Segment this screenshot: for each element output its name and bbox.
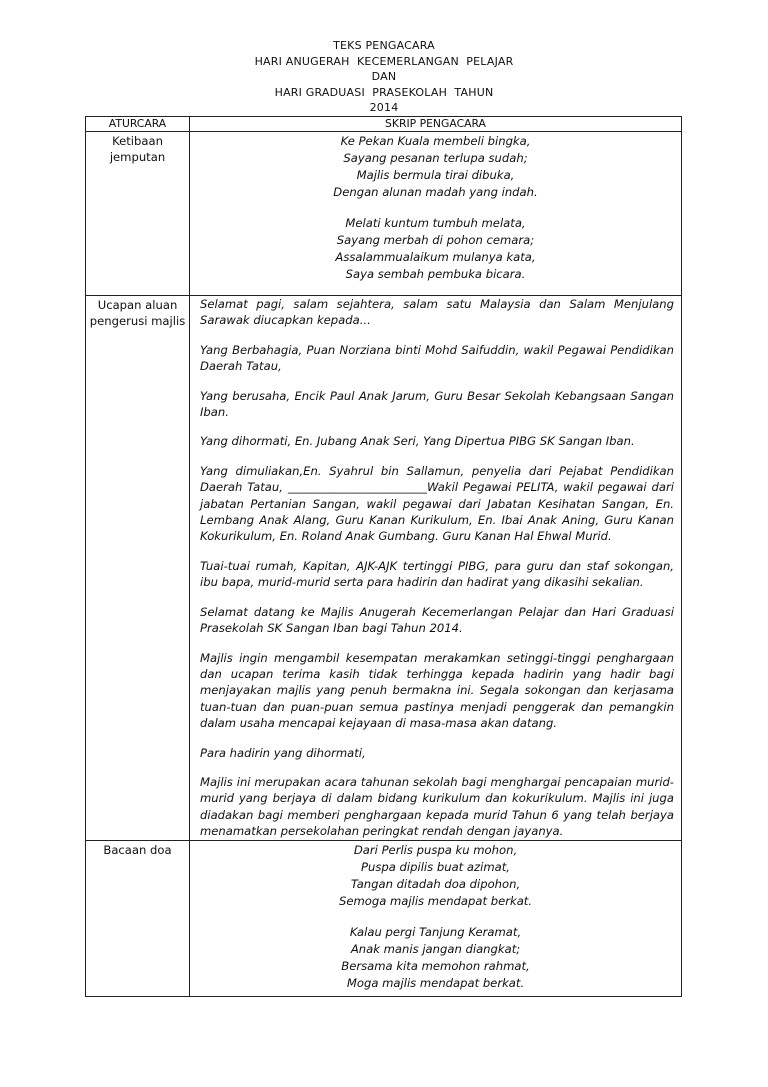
header-year: 2014 <box>369 101 399 114</box>
ucapan-aluan-text <box>190 296 682 841</box>
pantun-stanza <box>194 924 677 992</box>
column-header-aturcara: ATURCARA <box>86 117 190 132</box>
speech-paragraph: Para hadirin yang dihormati, <box>200 745 366 760</box>
column-header-skrip: SKRIP PENGACARA <box>190 117 682 132</box>
pantun-line: Melati kuntum tumbuh melata, <box>345 216 526 230</box>
pantun-line: Sayang pesanan terlupa sudah; <box>343 151 528 165</box>
speech-paragraph: Majlis ingin mengambil kesempatan merakamkan setinggi-tinggi penghargaan dan ucapan terima kasih tidak terhingga kepada hadirin yang hadir bagi menjayakan majlis yang penuh bermakna ini. Segala sokongan dan kerjasama tuan-tuan dan puan-puan semua pastinya menjadi penggerak dan pemangkin dalam usaha mencapai kejayaan di masa-masa akan datang. <box>200 650 674 731</box>
pantun-line: Anak manis jangan diangkat; <box>350 941 521 956</box>
pantun-line: Assalammualaikum mulanya kata, <box>335 250 536 264</box>
pantun-line: Sayang merbah di pohon cemara; <box>336 233 535 247</box>
speech-paragraph: Selamat datang ke Majlis Anugerah Kecemerlangan Pelajar dan Hari Graduasi Prasekolah SK Sangan Iban bagi Tahun 2014. <box>200 604 674 636</box>
pantun-pembuka <box>190 132 682 296</box>
pantun-stanza <box>194 842 677 910</box>
pantun-line: Semoga majlis mendapat berkat. <box>338 893 533 908</box>
script-table <box>85 116 682 997</box>
speech-paragraph: Majlis ini merupakan acara tahunan sekolah bagi menghargai pencapaian murid-murid yang berjaya di dalam bidang kurikulum dan kokurikulum. Majlis ini juga diadakan bagi memberi penghargaan kepada murid Tahun 6 yang telah berjaya menamatkan persekolahan peringkat rendah dengan jayanya. <box>200 774 674 839</box>
header-title: TEKS PENGACARA <box>333 39 435 52</box>
pantun-line: Bersama kita memohon rahmat, <box>341 958 530 973</box>
pantun-line: Tangan ditadah doa dipohon, <box>350 876 521 891</box>
header-event-line-1: HARI ANUGERAH KECEMERLANGAN PELAJAR <box>254 54 514 68</box>
speech-paragraph: Yang Berbahagia, Puan Norziana binti Mohd Saifuddin, wakil Pegawai Pendidikan Daerah Tatau, <box>200 342 674 374</box>
row-label-ucapan: Ucapan aluan pengerusi majlis <box>86 296 190 841</box>
speech-paragraph: Tuai-tuai rumah, Kapitan, AJK-AJK tertinggi PIBG, para guru dan staf sokongan, ibu bapa, murid-murid serta para hadirin dan hadirat yang dikasihi sekalian. <box>200 558 674 590</box>
header-conjunction: DAN <box>371 70 397 83</box>
pantun-line: Dengan alunan madah yang indah. <box>333 185 538 199</box>
document-header <box>0 38 768 116</box>
speech-paragraph: Selamat pagi, salam sejahtera, salam satu Malaysia dan Salam Menjulang Sarawak diucapkan kepada... <box>200 297 674 328</box>
table-row <box>86 840 682 996</box>
pantun-stanza <box>194 215 677 283</box>
pantun-doa <box>190 840 682 996</box>
pantun-line: Saya sembah pembuka bicara. <box>345 267 526 281</box>
pantun-line: Moga majlis mendapat berkat. <box>346 975 525 990</box>
pantun-line: Dari Perlis puspa ku mohon, <box>353 842 518 857</box>
pantun-line: Puspa dipilis buat azimat, <box>361 859 510 874</box>
table-row <box>86 132 682 296</box>
pantun-line: Majlis bermula tirai dibuka, <box>356 168 515 182</box>
pantun-line: Ke Pekan Kuala membeli bingka, <box>340 134 531 148</box>
speech-paragraph: Yang berusaha, Encik Paul Anak Jarum, Guru Besar Sekolah Kebangsaan Sangan Iban. <box>200 388 674 420</box>
pantun-line: Kalau pergi Tanjung Keramat, <box>349 924 522 939</box>
table-header-row <box>86 117 682 132</box>
header-event-line-2: HARI GRADUASI PRASEKOLAH TAHUN <box>274 85 494 99</box>
row-label-doa: Bacaan doa <box>86 840 190 996</box>
table-row <box>86 296 682 841</box>
speech-paragraph: Yang dihormati, En. Jubang Anak Seri, Yang Dipertua PIBG SK Sangan Iban. <box>200 434 635 449</box>
pantun-stanza <box>194 133 677 201</box>
row-label-ketibaan: Ketibaan jemputan <box>86 132 190 296</box>
speech-paragraph: Yang dimuliakan,En. Syahrul bin Sallamun, penyelia dari Pejabat Pendidikan Daerah Tatau, ________________________Wakil Pegawai PELITA, wakil pegawai dari jabatan Pertanian Sangan, wakil pegawai dari Jabatan Kesihatan Sangan, En. Lembang Anak Alang, Guru Kanan Kurikulum, En. Ibai Anak Aning, Guru Kanan Kokurikulum, En. Roland Anak Gumbang. Guru Kanan Hal Ehwal Murid. <box>200 463 674 544</box>
